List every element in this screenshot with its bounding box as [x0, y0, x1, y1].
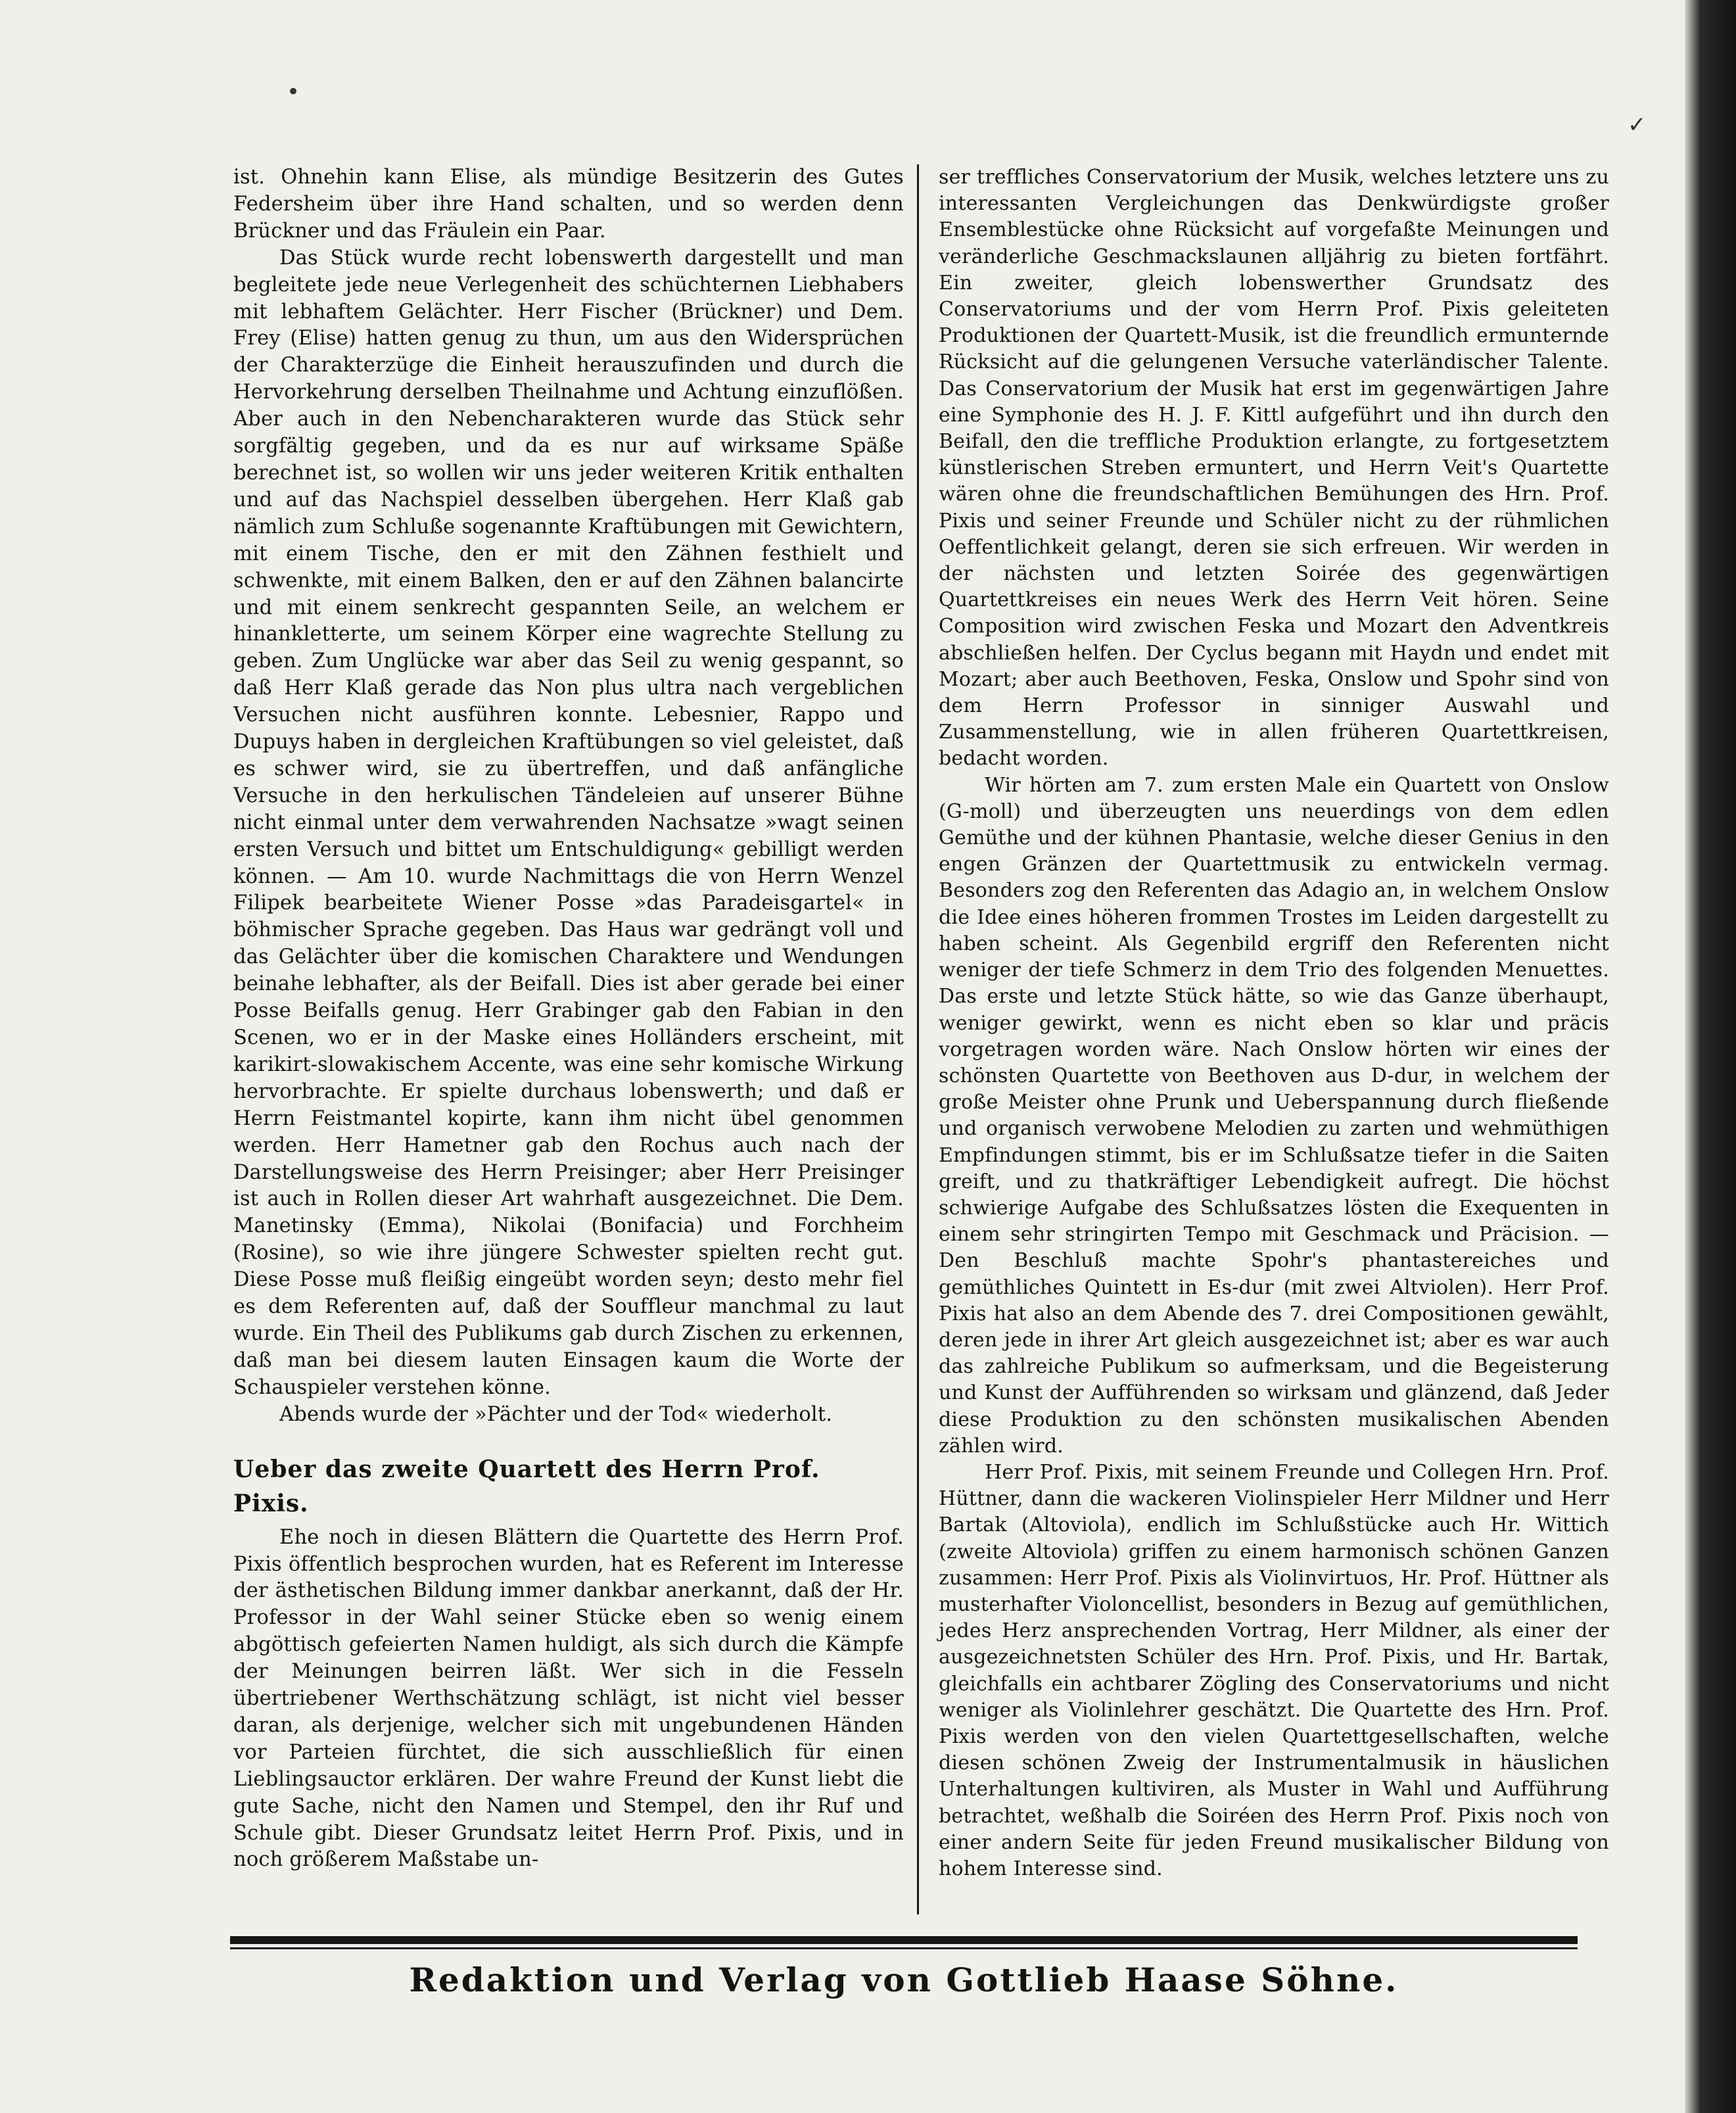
footer-rule-thick — [230, 1936, 1578, 1944]
left-paragraph-1: ist. Ohnehin kann Elise, als mündige Besitzerin des Gutes Federsheim über ihre Hand schalten, und so werden denn Brückner und das Fräulein ein Paar. — [233, 166, 904, 243]
right-paragraph-3: Herr Prof. Pixis, mit seinem Freunde und Collegen Hrn. Prof. Hüttner, dann die wackeren Violinspieler Herr Mildner und Herr Bartak (Altoviola), endlich im Schlußstücke auch Hr. Wittich (zweite Altoviola) griffen zu einem harmonisch schönen Ganzen zusammen: Herr Prof. Pixis als Violinvirtuos, Hr. Prof. Hüttner als musterhafter Violoncellist, besonders in Bezug auf gemüthlichen, jedes Herz ansprechenden Vortrag, Herr Mildner, als einer der ausgezeichnetsten Schüler des Hrn. Prof. Pixis, und Hr. Bartak, gleichfalls ein achtbarer Zögling des Conservatoriums und nicht weniger als Violinlehrer geschätzt. Die Quartette des Hrn. Prof. Pixis werden von den vielen Quartettgesellschaften, welche diesen schönen Zweig der Instrumentalmusik in häuslichen Unterhaltungen kultiviren, als Muster in Wahl und Aufführung betrachtet, weßhalb die Soiréen des Herrn Prof. Pixis noch von einer andern Seite für jeden Freund musikalischer Bildung von hohem Interesse sind. — [939, 1460, 1609, 1880]
left-paragraph-2: Das Stück wurde recht lobenswerth dargestellt und man begleitete jede neue Verlegenheit des schüchternen Liebhabers mit lebhaftem Gelächter. Herr Fischer (Brückner) und Dem. Frey (Elise) hatten genug zu thun, um aus den Widersprüchen der Charakterzüge die Einheit herauszufinden und durch die Hervorkehrung derselben Theilnahme und Achtung einzuflößen. Aber auch in den Nebencharakteren wurde das Stück sehr sorgfältig gegeben, und da es nur auf wirksame Späße berechnet ist, so wollen wir uns jeder weiteren Kritik enthalten und auf das Nachspiel desselben übergehen. Herr Klaß gab nämlich zum Schluße sogenannte Kraftübungen mit Gewichtern, mit einem Tische, den er mit den Zähnen festhielt und schwenkte, mit einem Balken, den er auf den Zähnen balancirte und mit einem senkrecht gespannten Seile, an welchem er hinankletterte, um seinem Körper eine wagrechte Stellung zu geben. Zum Unglücke war aber das Seil zu wenig gespannt, so daß Herr Klaß gerade das Non plus ultra nach vergeblichen Versuchen nicht ausführen konnte. Lebesnier, Rappo und Dupuys haben in dergleichen Kraftübungen so viel geleistet, daß es schwer wird, sie zu übertreffen, und daß anfängliche Versuche in den herkulischen Tändeleien auf unserer Bühne nicht einmal unter dem verwahrenden Nachsatze »wagt seinen ersten Versuch und bittet um Entschuldigung« gebilligt werden können. — Am 10. wurde Nachmittags die von Herrn Wenzel Filipek bearbeitete Wiener Posse »das Paradeisgartel« in böhmischer Sprache gegeben. Das Haus war gedrängt voll und das Gelächter über die komischen Charaktere und Wendungen beinahe lebhafter, als der Beifall. Dies ist aber gerade bei einer Posse Beifalls genug. Herr Grabinger gab den Fabian in den Scenen, wo er in der Maske eines Holländers erscheint, mit karikirt-slowakischem Accente, was eine sehr komische Wirkung hervorbrachte. Er spielte durchaus lobenswerth; und daß er Herrn Feistmantel kopirte, kann ihm nicht übel genommen werden. Herr Hametner gab den Rochus auch nach der Darstellungsweise des Herrn Preisinger; aber Herr Preisinger ist auch in Rollen dieser Art wahrhaft ausgezeichnet. Die Dem. Manetinsky (Emma), Nikolai (Bonifacia) und Forchheim (Rosine), so wie ihre jüngere Schwester spielten recht gut. Diese Posse muß fleißig eingeübt worden seyn; desto mehr fiel es dem Referenten auf, daß der Souffleur manchmal zu laut wurde. Ein Theil des Publikums gab durch Zischen zu erkennen, daß man bei diesem lauten Einsagen kaum die Worte der Schauspieler verstehen könne. — [233, 246, 904, 1399]
right-paragraph-2: Wir hörten am 7. zum ersten Male ein Quartett von Onslow (G-moll) und überzeugten uns neuerdings von dem edlen Gemüthe und der kühnen Phantasie, welche dieser Genius in den engen Gränzen der Quartettmusik zu entwickeln vermag. Besonders zog den Referenten das Adagio an, in welchem Onslow die Idee eines höheren frommen Trostes im Leiden dargestellt zu haben scheint. Als Gegenbild ergriff den Referenten nicht weniger der tiefe Schmerz in dem Trio des folgenden Menuettes. Das erste und letzte Stück hätte, so wie das Ganze überhaupt, weniger gewirkt, wenn es nicht eben so klar und präcis vorgetragen worden wäre. Nach Onslow hörten wir eines der schönsten Quartette von Beethoven aus D-dur, in welchem der große Meister ohne Prunk und Ueberspannung durch fließende und organisch verwobene Melodien zu zarten und wehmüthigen Empfindungen stimmt, bis er im Schlußsatze tiefer in die Saiten greift, und zu thatkräftiger Lebendigkeit aufregt. Die höchst schwierige Aufgabe des Schlußsatzes lösten die Exequenten in einem sehr stringirten Tempo mit Geschmack und Präcision. — Den Beschluß machte Spohr's phantastereiches und gemüthliches Quintett in Es-dur (mit zwei Altviolen). Herr Prof. Pixis hat also an dem Abende des 7. drei Compositionen gewählt, deren jede in ihrer Art gleich ausgezeichnet ist; aber es war auch das zahlreiche Publikum so aufmerksam, und die Begeisterung und Kunst der Aufführenden so wirksam und glänzend, daß Jeder diese Produktion zu den schönsten musikalischen Abenden zählen wird. — [939, 773, 1609, 1458]
page-edge-shadow — [1685, 0, 1736, 2113]
pencil-mark: ✓ — [1628, 112, 1647, 138]
column-divider — [917, 164, 919, 1914]
footer-rule-thin — [230, 1947, 1578, 1949]
right-column — [939, 164, 1609, 1882]
article-heading: Ueber das zweite Quartett des Herrn Prof. Pixis. — [233, 1455, 820, 1517]
publisher-imprint: Redaktion und Verlag von Gottlieb Haase Söhne. — [409, 1960, 1399, 1999]
ink-dot: • — [287, 79, 300, 105]
right-paragraph-1: ser treffliches Conservatorium der Musik, welches letztere uns zu interessanten Vergleichungen das Denkwürdigste großer Ensemblestücke ohne Rücksicht auf vorgefaßte Meinungen und veränderliche Geschmackslaunen alljährig zu bieten fortfährt. Ein zweiter, gleich lobenswerther Grundsatz des Conservatoriums und der vom Herrn Prof. Pixis geleiteten Produktionen der Quartett-Musik, ist die freundlich ermunternde Rücksicht auf die gelungenen Versuche vaterländischer Talente. Das Conservatorium der Musik hat erst im gegenwärtigen Jahre eine Symphonie des H. J. F. Kittl aufgeführt und ihn durch den Beifall, den die treffliche Produktion erlangte, zu fortgesetztem künstlerischen Streben ermuntert, und Herrn Veit's Quartette wären ohne die freundschaftlichen Bemühungen des Hrn. Prof. Pixis und seiner Freunde und Schüler nicht zu der rühmlichen Oeffentlichkeit gelangt, deren sie sich erfreuen. Wir werden in der nächsten und letzten Soirée des gegenwärtigen Quartettkreises ein neues Werk des Herrn Veit hören. Seine Composition wird zwischen Feska und Mozart den Adventkreis abschließen helfen. Der Cyclus begann mit Haydn und endet mit Mozart; aber auch Beethoven, Feska, Onslow und Spohr sind von dem Herrn Professor in sinniger Auswahl und Zusammenstellung, wie in allen früheren Quartettkreisen, bedacht worden. — [939, 166, 1609, 771]
left-paragraph-3: Abends wurde der »Pächter und der Tod« wiederholt. — [279, 1402, 833, 1426]
article-paragraph: Ehe noch in diesen Blättern die Quartette des Herrn Prof. Pixis öffentlich besprochen wurden, hat es Referent im Interesse der ästhetischen Bildung immer dankbar anerkannt, daß der Hr. Professor in der Wahl seiner Stücke eben so wenig einem abgöttisch gefeierten Namen huldigt, als sich durch die Kämpfe der Meinungen beirren läßt. Wer sich in die Fesseln übertriebener Werthschätzung schlägt, ist nicht viel besser daran, als derjenige, welcher sich mit ungebundenen Händen vor Parteien fürchtet, die sich ausschließlich für einen Lieblingsauctor erklären. Der wahre Freund der Kunst liebt die gute Sache, nicht den Namen und Stempel, den ihr Ruf und Schule gibt. Dieser Grundsatz leitet Herrn Prof. Pixis, und in noch größerem Maßstabe un- — [233, 1525, 904, 1872]
left-column — [233, 164, 904, 1874]
